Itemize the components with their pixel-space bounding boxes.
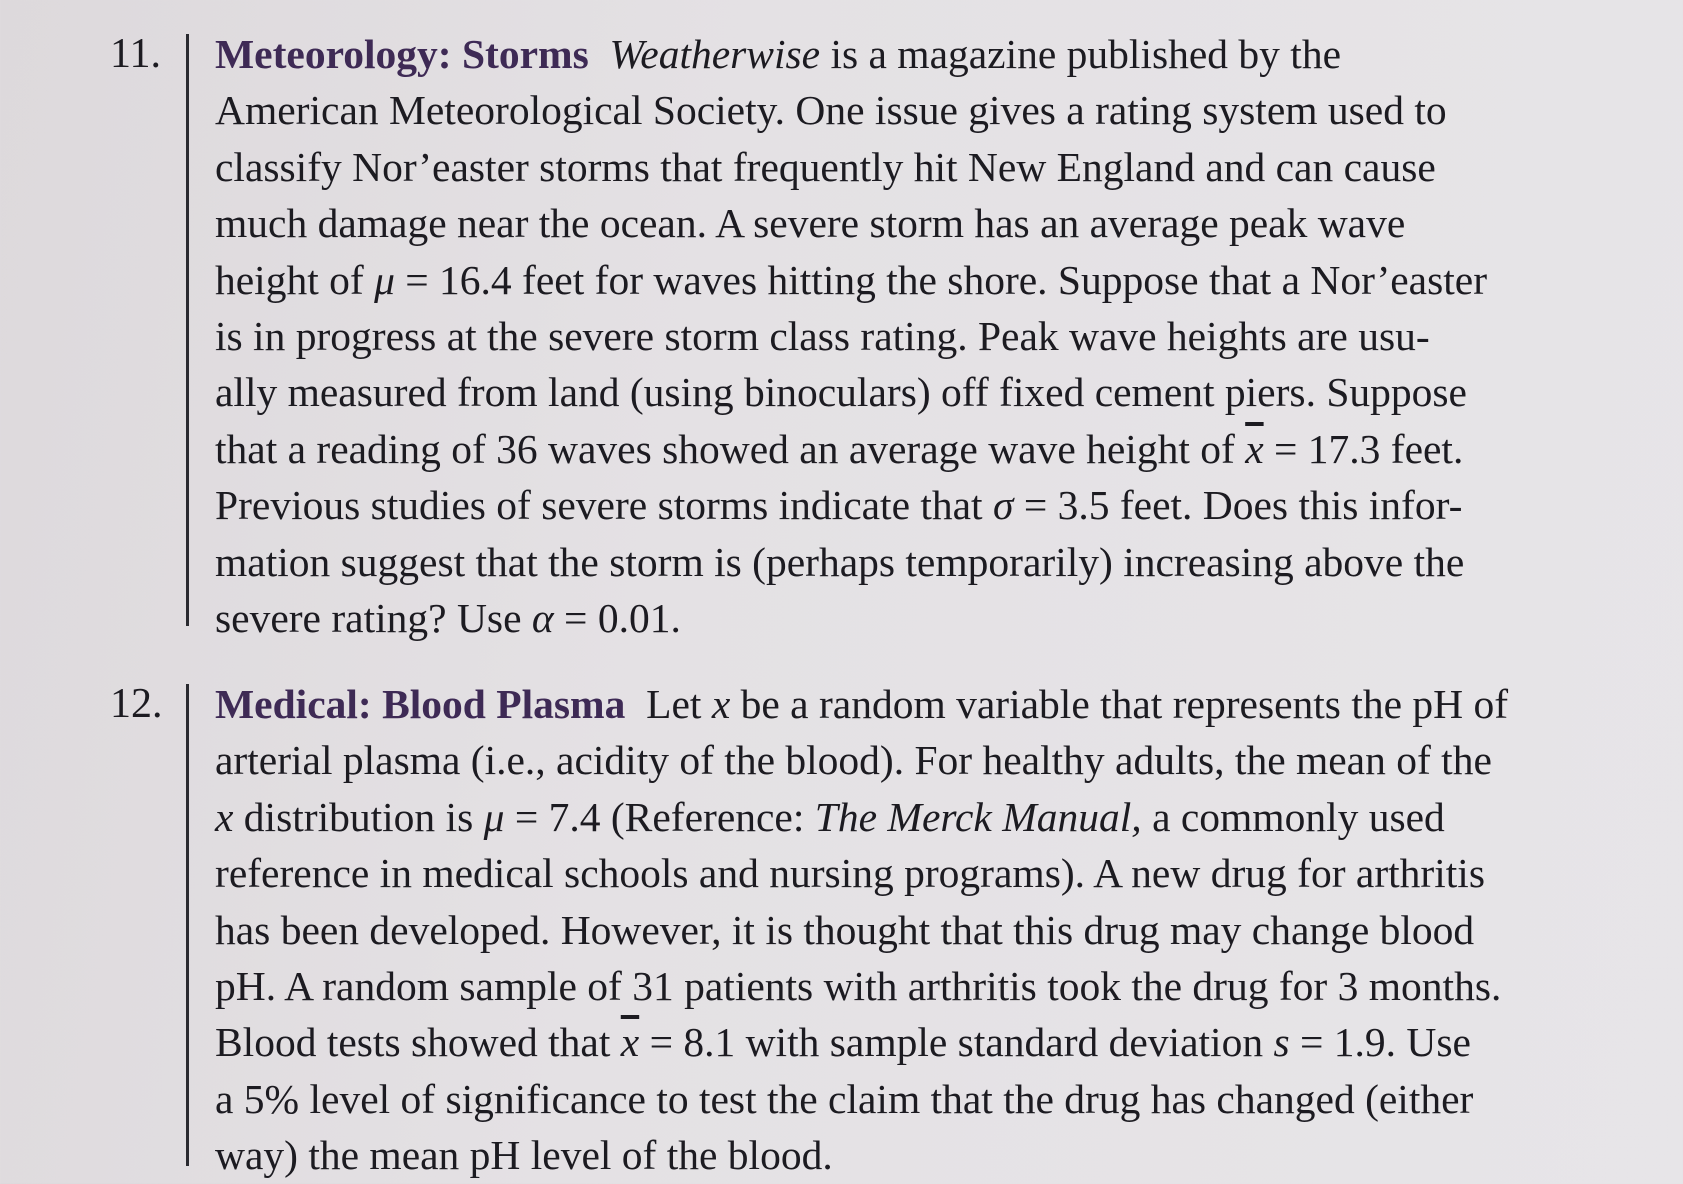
s-symbol: s — [1273, 1019, 1290, 1066]
mu-symbol: μ — [483, 793, 505, 840]
exercise-body — [215, 26, 1655, 646]
text-line: way) the mean pH level of the blood. — [215, 1132, 833, 1179]
text-line: reference in medical schools and nursing programs). A new drug for arthritis — [215, 850, 1485, 897]
show-through-text — [0, 0, 175, 1183]
exercise-number: 12. — [110, 681, 163, 727]
text-line: pH. A random sample of 31 patients with arthritis took the drug for 3 months. — [215, 963, 1502, 1010]
text-line: Meteorology: Storms Weatherwise is a magazine published by the — [215, 31, 1341, 77]
text-line: mation suggest that the storm is (perhaps temporarily) increasing above the — [215, 538, 1465, 585]
text-line: American Meteorological Society. One issue gives a rating system used to — [215, 87, 1447, 134]
exercise-body — [215, 676, 1655, 1184]
text-line: x distribution is μ = 7.4 (Reference: The Merck Manual, a commonly used — [215, 793, 1445, 840]
text-line: Medical: Blood Plasma Let x be a random variable that represents the pH of — [215, 681, 1509, 727]
x-variable: x — [711, 681, 731, 727]
alpha-symbol: α — [531, 595, 554, 642]
reference-title: The Merck Manual, — [814, 793, 1142, 840]
exercise-title: Meteorology: Storms — [215, 31, 589, 77]
x-variable: x — [215, 793, 234, 840]
text-line: Blood tests showed that $\overline{x} = 8.1$ with sample standard deviation s = 1.9. Use — [215, 1019, 1471, 1066]
text-line: classify Nor’easter storms that frequently hit New England and can cause — [215, 143, 1436, 190]
x-bar-symbol: $\overline{x}$ — [620, 1019, 640, 1066]
sigma-symbol: σ — [992, 482, 1014, 529]
text-line: Previous studies of severe storms indicate that σ = 3.5 feet. Does this infor- — [215, 482, 1463, 529]
text-line: height of μ = 16.4 feet for waves hitting the shore. Suppose that a Nor’easter — [215, 256, 1488, 303]
text-line: arterial plasma (i.e., acidity of the blood). For healthy adults, the mean of the — [215, 737, 1492, 784]
text-line: is in progress at the severe storm class rating. Peak wave heights are usu- — [215, 313, 1430, 360]
magazine-name: Weatherwise — [609, 31, 821, 77]
exercise-number: 11. — [110, 31, 161, 77]
text-line: severe rating? Use α = 0.01. — [215, 595, 681, 642]
text-line: that a reading of 36 waves showed an average wave height of $\overline{x} = 17.3$ feet. — [215, 425, 1464, 472]
text-line: has been developed. However, it is thought that this drug may change blood — [215, 906, 1475, 953]
text-line: much damage near the ocean. A severe storm has an average peak wave — [215, 200, 1406, 247]
text-line: a 5% level of significance to test the claim that the drug has changed (either — [215, 1075, 1474, 1122]
x-bar-symbol: $\overline{x}$ — [1245, 425, 1264, 472]
exercise-title: Medical: Blood Plasma — [215, 681, 626, 727]
text-line: ally measured from land (using binoculars) off fixed cement piers. Suppose — [215, 369, 1467, 416]
mu-symbol: μ — [374, 256, 395, 303]
margin-rule — [186, 34, 189, 626]
margin-rule — [186, 684, 189, 1166]
